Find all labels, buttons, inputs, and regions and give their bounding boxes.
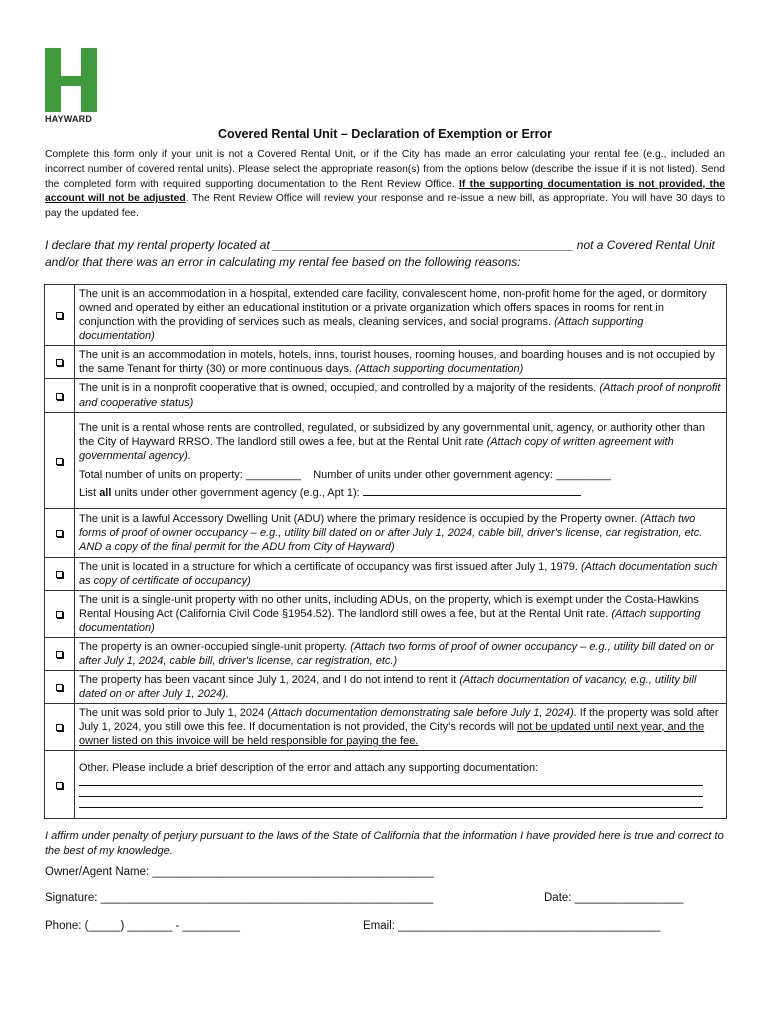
reason-row (45, 509, 727, 558)
checkbox[interactable] (56, 571, 63, 578)
unit-list-label-end: units under other government agency (e.g., Apt 1): (111, 486, 360, 499)
reason-row (45, 704, 727, 751)
signature-field[interactable]: Signature: ____________________________________________________ (45, 892, 434, 904)
reason-note: (Attach supporting documentation) (355, 363, 524, 375)
other-description-line-2[interactable] (79, 786, 703, 797)
reason-text: The unit was sold prior to July 1, 2024 ( (79, 706, 271, 719)
reason-text: The unit is an accommodation in motels, hotels, inns, tourist houses, rooming houses, and boarding houses and is not occupied by the same Tenant for thirty (30) or more continuous days. (79, 348, 715, 375)
checkbox[interactable] (56, 782, 63, 789)
checkbox[interactable] (56, 359, 63, 366)
intro-part1: Complete this form only if your unit is not a Covered Rental Unit, or if the City has made an error calculating your rental fee (e.g., included an incorrect number of covered rental units). Please select the appropriate reason(s) from the options below (describe the issue if it is not listed). Send the completed form with required supporting documentation to the Rent Review Office. (45, 149, 725, 190)
checkbox[interactable] (56, 611, 63, 618)
reason-row (45, 638, 727, 671)
intro-paragraph (45, 148, 725, 222)
reason-note: (Attach proof of nonprofit and cooperative status) (79, 382, 721, 409)
reason-text: The unit is located in a structure for which a certificate of occupancy was first issued after July 1, 1979. (79, 560, 581, 573)
reason-row (45, 413, 727, 509)
reason-row (45, 346, 727, 379)
other-description-line-1[interactable] (79, 775, 703, 786)
checkbox[interactable] (56, 530, 63, 537)
unit-count-line (79, 468, 722, 482)
reason-text: The unit is in a nonprofit cooperative that is owned, occupied, and controlled by a majority of the residents. (79, 382, 600, 395)
phone-field[interactable]: Phone: (_____) _______ - _________ (45, 920, 241, 932)
unit-list-input[interactable] (363, 486, 581, 496)
reason-note: (Attach two forms of proof of owner occupancy – e.g., utility bill dated on or after July 1, 2024, cable bill, driver's license, car registration, etc. AND a copy of the final permit for the ADU from City of Hayward) (79, 512, 703, 554)
hayward-logo (45, 48, 101, 124)
reason-text: The property has been vacant since July 1, 2024, and I do not intend to rent it (79, 673, 460, 686)
reason-note: (Attach documentation such as copy of certificate of occupancy) (79, 560, 718, 587)
reason-text: The unit is a lawful Accessory Dwelling Unit (ADU) where the primary residence is occupied by the Property owner. (79, 512, 641, 525)
reason-row (45, 285, 727, 346)
owner-name-field[interactable]: Owner/Agent Name: ____________________________________________ (45, 866, 434, 878)
affirmation-statement: I affirm under penalty of perjury pursuant to the laws of the State of California that the information I have provided here is true and correct to the best of my knowledge. (45, 830, 724, 857)
reason-row (45, 558, 727, 591)
reason-note: Attach documentation demonstrating sale before July 1, 2024) (270, 706, 574, 719)
reason-note: (Attach supporting documentation) (79, 607, 701, 635)
page-title: Covered Rental Unit – Declaration of Exemption or Error (217, 127, 553, 141)
checkbox[interactable] (56, 458, 63, 465)
reason-note: (Attach two forms of proof of owner occupancy – e.g., utility bill dated on or after July 1, 2024, cable bill, driver's license, car registration, etc.) (79, 640, 715, 667)
email-field[interactable]: Email: _________________________________________ (363, 920, 661, 932)
other-description-line-3[interactable] (79, 797, 703, 808)
reason-row (45, 591, 727, 638)
reason-text-mid: . If the property was sold after July 1, 2024, you still owe this fee. If documentation is not provided, the City's records will (79, 706, 719, 733)
checkbox[interactable] (56, 393, 63, 400)
reasons-table (44, 284, 727, 819)
reason-row (45, 379, 727, 413)
reason-text: Other. Please include a brief description of the error and attach any supporting documentation: (79, 761, 539, 774)
date-field[interactable]: Date: _________________ (544, 892, 684, 904)
unit-list-line (79, 486, 722, 500)
hayward-h-icon (45, 48, 97, 112)
reason-row (45, 751, 727, 819)
checkbox[interactable] (56, 312, 63, 319)
reason-note: (Attach copy of written agreement with governmental agency). (79, 436, 674, 463)
reason-text: The unit is a rental whose rents are controlled, regulated, or subsidized by any governmental unit, agency, or authority other than the City of Hayward RRSO. The landlord still owes a fee, but at the Rental Unit rate (79, 421, 705, 449)
checkbox[interactable] (56, 684, 63, 691)
checkbox[interactable] (56, 651, 63, 658)
unit-list-bold: all (99, 486, 112, 499)
unit-list-label: List (79, 486, 100, 499)
reason-text: The unit is a single-unit property with no other units, including ADUs, on the property, which is exempt under the Costa-Hawkins Rental Housing Act (California Civil Code §1954.52). The landlord still owes a fee, but at the Rental Unit rate. (79, 593, 699, 620)
government-units-field[interactable]: Number of units under other government agency: _________ (313, 468, 612, 481)
total-units-field[interactable]: Total number of units on property: _________ (79, 468, 301, 481)
intro-part2: . The Rent Review Office will review your response and re-issue a new bill, as appropriate. You will have 30 days to pay the updated fee. (45, 193, 725, 220)
logo-text: HAYWARD (45, 114, 93, 124)
reason-row (45, 671, 727, 704)
reason-note: (Attach documentation of vacancy, e.g., utility bill dated on or after July 1, 2024). (79, 673, 697, 700)
reason-note: (Attach supporting documentation) (79, 316, 644, 343)
declaration-statement: I declare that my rental property located at _____________________________________________ not a Covered Rental Unit and/or that there was an error in calculating my rental fee based on the following reasons: (45, 238, 715, 269)
intro-emphasis: If the supporting documentation is not provided, the account will not be adjusted (45, 178, 726, 205)
reason-text: The unit is an accommodation in a hospital, extended care facility, convalescent home, non-profit home for the aged, or dormitory owned and operated by either an educational institution or a private organization which offers spaces in rooms for rent in conjunction with the providing of services such as meals, cleaning services, and social programs. (79, 287, 707, 328)
checkbox[interactable] (56, 724, 63, 731)
reason-text: The property is an owner-occupied single-unit property. (79, 640, 351, 653)
reason-text-underlined: not be updated until next year, and the owner listed on this invoice will be held responsible for paying the fee. (79, 720, 705, 748)
